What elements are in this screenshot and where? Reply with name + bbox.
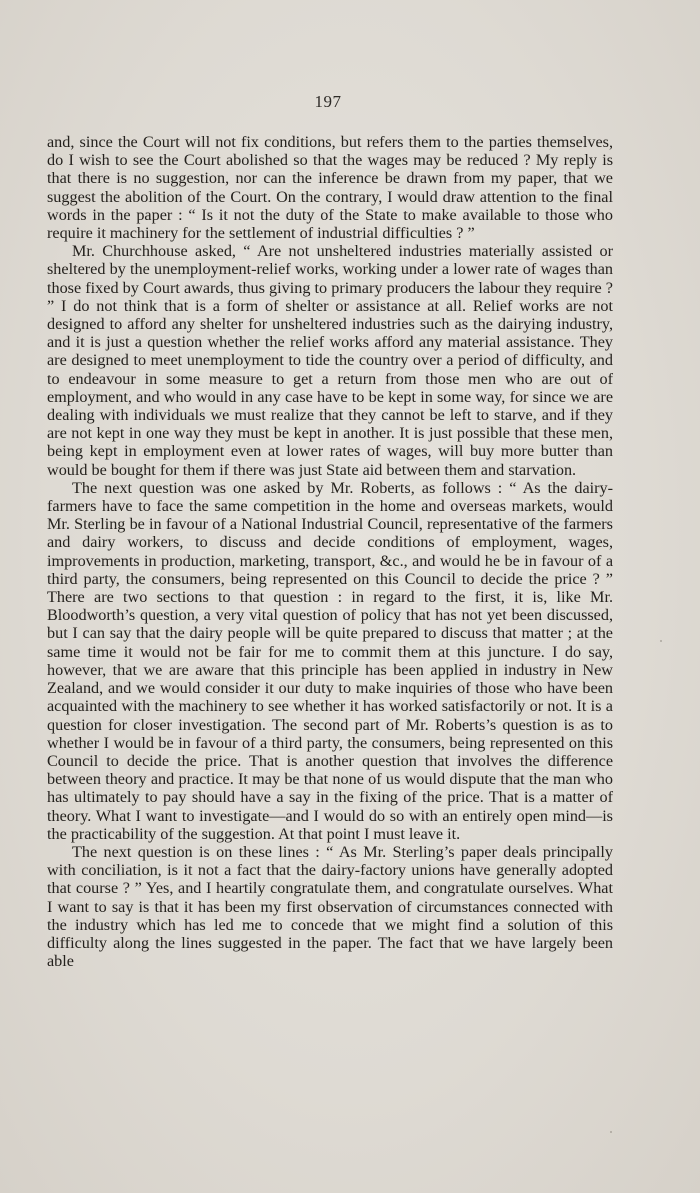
paragraph-2: Mr. Churchhouse asked, “ Are not unsheltered industries materially assisted or sheltered by the unemployment-relief works, working under a lower rate of wages than those fixed by Court awards, thus giving to primary producers the labour they require ? ” I do not think that is a form of shelter or assistance at all. Relief works are not designed to afford any shelter for unsheltered industries such as the dairying industry, and it is just a question whether the relief works afford any material assistance. They are designed to meet unemployment to tide the country over a period of difficulty, and to endeavour in some measure to get a return from those men who are out of employment, and who would in any case have to be kept in some way, for since we are dealing with individuals we must realize that they cannot be left to starve, and if they are not kept in one way they must be kept in another. It is just possible that these men, being kept in employment even at lower rates of wages, will buy more butter than would be bought for them if there was just State aid between them and starvation. xyxy=(47,242,613,479)
text-body xyxy=(47,133,613,970)
paper-speck xyxy=(610,1131,612,1133)
page-number: 197 xyxy=(314,92,342,111)
paragraph-1: and, since the Court will not fix conditions, but refers them to the parties themselves, do I wish to see the Court abolished so that the wages may be reduced ? My reply is that there is no suggestion, nor can the inference be drawn from my paper, that we suggest the abolition of the Court. On the contrary, I would draw attention to the final words in the paper : “ Is it not the duty of the State to make available to those who require it machinery for the settlement of industrial difficulties ? ” xyxy=(47,133,613,243)
paragraph-3: The next question was one asked by Mr. Roberts, as follows : “ As the dairy-farmers have to face the same competition in the home and overseas markets, would Mr. Sterling be in favour of a National Industrial Council, representative of the farmers and dairy workers, to discuss and decide conditions of employment, wages, improvements in production, marketing, transport, &c., and would he be in favour of a third party, the consumers, being represented on this Council to decide the price ? ” There are two sections to that question : in regard to the first, it is, like Mr. Bloodworth’s question, a very vital question of policy that has not yet been discussed, but I can say that the dairy people will be quite prepared to discuss that matter ; at the same time it would not be fair for me to commit them at this juncture. I do say, however, that we are aware that this principle has been applied in industry in New Zealand, and we would consider it our duty to make inquiries of those who have been acquainted with the machinery to see whether it has worked satisfactorily or not. It is a question for closer investigation. The second part of Mr. Roberts’s question is as to whether I would be in favour of a third party, the consumers, being represented on this Council to decide the price. That is another question that involves the difference between theory and practice. It may be that none of us would dispute that the man who has ultimately to pay should have a say in the fixing of the price. That is a matter of theory. What I want to investigate—and I would do so with an entirely open mind—is the practicability of the suggestion. At that point I must leave it. xyxy=(47,478,613,843)
paragraph-4: The next question is on these lines : “ As Mr. Sterling’s paper deals principally with conciliation, is it not a fact that the dairy-factory unions have generally adopted that course ? ” Yes, and I heartily congratulate them, and congratulate ourselves. What I want to say is that it has been my first observation of circumstances connected with the industry which has led me to concede that we might find a solution of this difficulty along the lines suggested in the paper. The fact that we have largely been able xyxy=(47,842,613,971)
paper-speck xyxy=(660,640,662,642)
